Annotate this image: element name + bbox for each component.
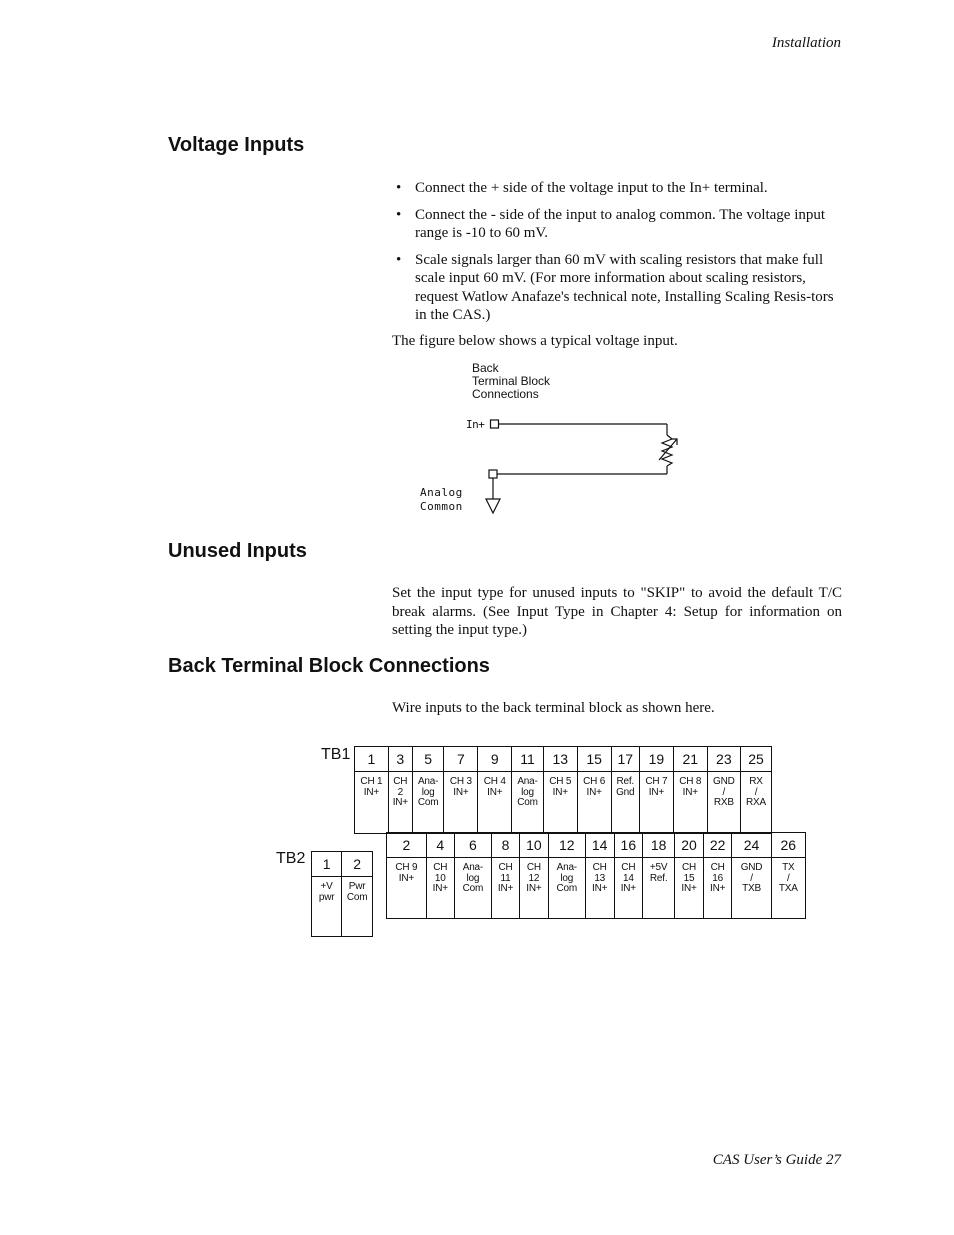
tb1-terminal-number: 19 xyxy=(639,747,673,772)
figure-intro: The figure below shows a typical voltage input. xyxy=(392,332,678,349)
tb1-terminal-number: 6 xyxy=(454,833,491,858)
tb1-terminal-number: 4 xyxy=(426,833,454,858)
tb1-terminal-label: Ana- log Com xyxy=(412,772,444,834)
figure-caption: Back Terminal Block Connections xyxy=(472,361,551,401)
tb1-terminal-label: CH 12 IN+ xyxy=(520,858,549,919)
tb2-block xyxy=(311,851,373,937)
running-footer: CAS User’s Guide 27 xyxy=(712,1152,841,1168)
tb1-terminal-label: CH 9 IN+ xyxy=(387,858,427,919)
tb1-terminal-number: 25 xyxy=(740,747,771,772)
tb1-lower-block xyxy=(386,832,806,919)
tb1-terminal-label: CH 15 IN+ xyxy=(675,858,704,919)
tb1-terminal-number: 5 xyxy=(412,747,444,772)
voltage-wiring-diagram xyxy=(415,362,705,522)
tb1-terminal-number: 10 xyxy=(520,833,549,858)
tb1-terminal-number: 18 xyxy=(643,833,675,858)
tb1-terminal-number: 9 xyxy=(478,747,512,772)
tb2-label: TB2 xyxy=(276,850,306,867)
tb2-terminal-number: 1 xyxy=(312,852,342,877)
tb1-terminal-label: CH 4 IN+ xyxy=(478,772,512,834)
tb1-terminal-number: 13 xyxy=(543,747,577,772)
tb1-terminal-label: CH 7 IN+ xyxy=(639,772,673,834)
heading-unused-inputs: Unused Inputs xyxy=(168,540,307,562)
tb1-terminal-number: 12 xyxy=(548,833,585,858)
tb1-terminal-label: CH 13 IN+ xyxy=(585,858,614,919)
voltage-bullet: • Connect the - side of the input to analog common. The voltage input range is -10 to 60 mV. xyxy=(392,206,842,243)
tb1-label: TB1 xyxy=(321,746,351,763)
tb1-terminal-label: CH 16 IN+ xyxy=(703,858,732,919)
tb1-terminal-number: 8 xyxy=(491,833,519,858)
tb2-terminal-label: +V pwr xyxy=(312,877,342,937)
tb1-terminal-label: Ana- log Com xyxy=(512,772,544,834)
voltage-bullet: • Scale signals larger than 60 mV with scaling resistors that make full scale input 60 mV. (For more information about scaling resistors, request Watlow Anafaze's technical note, Installing Scaling Resis-tors in the CAS.) xyxy=(392,251,842,325)
tb1-terminal-label: CH 8 IN+ xyxy=(673,772,707,834)
tb1-terminal-label: CH 1 IN+ xyxy=(355,772,389,834)
tb1-terminal-label: GND / RXB xyxy=(707,772,740,834)
analog-common-label: Analog Common xyxy=(420,486,463,513)
tb1-terminal-number: 22 xyxy=(703,833,732,858)
back-terminal-intro: Wire inputs to the back terminal block as shown here. xyxy=(392,700,715,716)
tb1-terminal-label: CH 3 IN+ xyxy=(444,772,478,834)
tb1-terminal-label: CH 2 IN+ xyxy=(388,772,412,834)
tb1-terminal-number: 11 xyxy=(512,747,544,772)
tb1-terminal-label: Ana- log Com xyxy=(454,858,491,919)
tb1-terminal-number: 20 xyxy=(675,833,704,858)
in-plus-label: In+ xyxy=(466,418,485,431)
voltage-bullet-list xyxy=(392,179,842,325)
tb1-terminal-number: 24 xyxy=(732,833,771,858)
tb1-terminal-number: 16 xyxy=(614,833,643,858)
tb1-terminal-label: GND / TXB xyxy=(732,858,771,919)
tb1-terminal-label: CH 5 IN+ xyxy=(543,772,577,834)
tb1-terminal-label: TX / TXA xyxy=(771,858,805,919)
in-plus-terminal xyxy=(491,420,499,428)
tb1-terminal-number: 1 xyxy=(355,747,389,772)
heading-voltage-inputs: Voltage Inputs xyxy=(168,134,305,156)
tb1-terminal-label: CH 10 IN+ xyxy=(426,858,454,919)
tb1-terminal-label: Ref. Gnd xyxy=(611,772,639,834)
tb1-terminal-label: CH 6 IN+ xyxy=(577,772,611,834)
voltage-bullet: • Connect the + side of the voltage input to the In+ terminal. xyxy=(392,179,842,198)
analog-common-terminal xyxy=(489,470,497,478)
tb1-terminal-number: 3 xyxy=(388,747,412,772)
voltage-section-body xyxy=(392,179,842,350)
voltage-input-figure xyxy=(415,362,705,522)
tb1-terminal-label: Ana- log Com xyxy=(548,858,585,919)
tb1-terminal-label: CH 11 IN+ xyxy=(491,858,519,919)
tb1-terminal-number: 17 xyxy=(611,747,639,772)
tb1-terminal-label: +5V Ref. xyxy=(643,858,675,919)
tb2-terminal-number: 2 xyxy=(342,852,373,877)
tb1-terminal-number: 21 xyxy=(673,747,707,772)
unused-inputs-text: Set the input type for unused inputs to "SKIP" to avoid the default T/C break alarms. (See Input Type in Chapter 4: Setup for information on setting the input type.) xyxy=(392,585,842,638)
tb1-terminal-label: CH 14 IN+ xyxy=(614,858,643,919)
heading-back-terminal: Back Terminal Block Connections xyxy=(168,655,490,677)
tb1-upper-block xyxy=(354,746,772,834)
ground-symbol xyxy=(486,499,500,513)
tb1-terminal-number: 2 xyxy=(387,833,427,858)
running-header: Installation xyxy=(771,35,841,51)
tb2-terminal-label: Pwr Com xyxy=(342,877,373,937)
tb1-terminal-label: RX / RXA xyxy=(740,772,771,834)
tb1-terminal-number: 23 xyxy=(707,747,740,772)
tb1-terminal-number: 14 xyxy=(585,833,614,858)
tb1-terminal-number: 7 xyxy=(444,747,478,772)
tb1-terminal-number: 15 xyxy=(577,747,611,772)
tb1-terminal-number: 26 xyxy=(771,833,805,858)
